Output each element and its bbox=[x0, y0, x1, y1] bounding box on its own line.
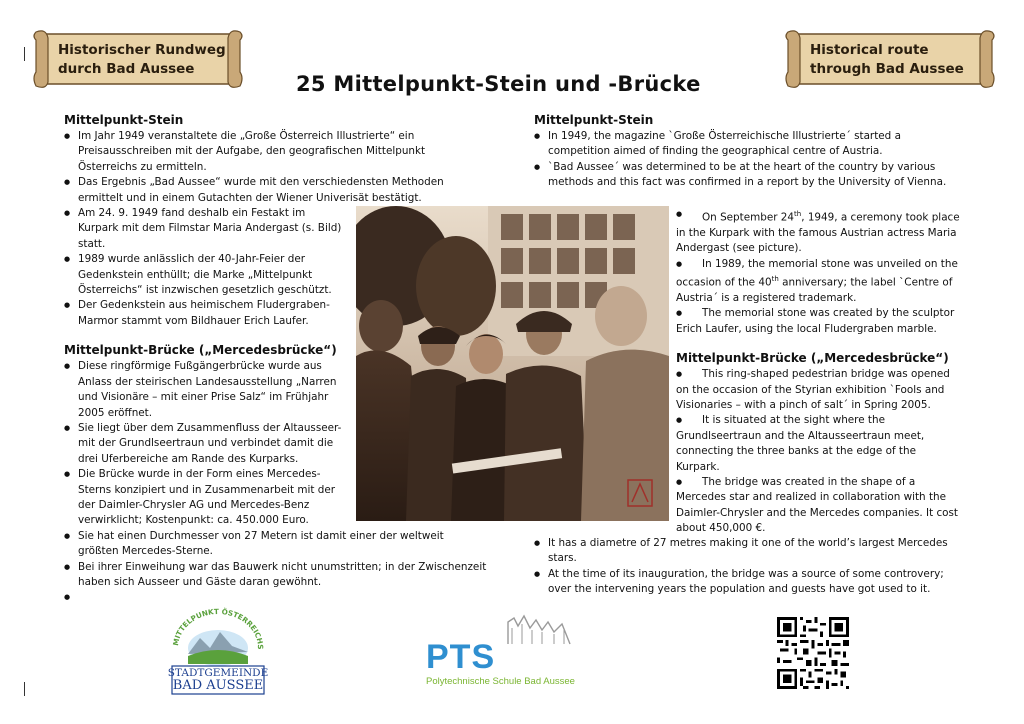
pts-wordmark: PTS bbox=[426, 638, 496, 676]
list-item: ● Sie liegt über dem Zusammenfluss der Altausseer- mit der Grundlseertraun und verbindet damit die drei Uferbereiche am Rande des Kurparks. bbox=[64, 421, 486, 467]
english-stein-heading: Mittelpunkt-Stein bbox=[534, 113, 654, 127]
stadtgemeinde-line2: BAD AUSSEE bbox=[172, 678, 264, 693]
german-bruecke-heading: Mittelpunkt-Brücke („Mercedesbrücke“) bbox=[64, 343, 337, 358]
scroll-text-line: Historical route bbox=[810, 42, 929, 58]
stadtgemeinde-logo bbox=[162, 604, 274, 696]
list-item: ● In 1949, the magazine `Große Österreichische Illustrierte´ started a competition aimed of finding the geographical centre of Austria. bbox=[534, 129, 946, 160]
english-bruecke-list bbox=[676, 367, 971, 536]
english-stein-list bbox=[534, 129, 946, 191]
scroll-banner-english bbox=[784, 28, 996, 90]
list-item: ● Die Brücke wurde in der Form eines Mercedes- Sterns konzipiert und in Zusammenarbeit mit der der Daimler-Chrysler AG und Mercedes-Benz verwirklicht; Kostenpunkt: ca. 450.000 Euro. bbox=[64, 467, 486, 529]
qr-code bbox=[777, 617, 849, 689]
list-item: ● Diese ringförmige Fußgängerbrücke wurde aus Anlass der steirischen Landesausstellung „Narren und Visionäre – mit einer Prise Salz“ im Frühjahr 2005 eröffnet. bbox=[64, 359, 486, 421]
english-column-top bbox=[534, 112, 946, 191]
photo-watermark-icon bbox=[626, 478, 654, 508]
stadtgemeinde-arc-text: MITTELPUNKT ÖSTERREICHS bbox=[170, 606, 266, 650]
english-bruecke-heading: Mittelpunkt-Brücke („Mercedesbrücke“) bbox=[676, 351, 949, 366]
list-item: ● At the time of its inauguration, the bridge was a source of some controvery; over the intervening years the population and guests have got used to it. bbox=[534, 567, 974, 598]
english-column-mid bbox=[676, 207, 971, 537]
list-item: ● In 1989, the memorial stone was unveiled on the occasion of the 40th anniversary; the label `Centre of Austria´ is a registered trademark. bbox=[676, 257, 971, 307]
list-item: ● Bei ihrer Einweihung war das Bauwerk nicht unumstritten; in der Zwischenzeit haben sich Ausseer und Gäste daran gewöhnt. bbox=[64, 560, 486, 591]
margin-mark bbox=[24, 47, 25, 61]
list-item: ● 1989 wurde anlässlich der 40-Jahr-Feier der Gedenkstein enthüllt; die Marke „Mittelpunkt Österreichs“ ist inzwischen gesetzlich geschützt. bbox=[64, 252, 486, 298]
scroll-text-line: durch Bad Aussee bbox=[58, 61, 195, 77]
list-item: ● `Bad Aussee´ was determined to be at the heart of the country by various methods and this fact was confirmed in a report by the University of Vienna. bbox=[534, 160, 946, 191]
german-stein-heading: Mittelpunkt-Stein bbox=[64, 113, 184, 127]
historic-photo bbox=[356, 206, 669, 521]
list-item: ● The bridge was created in the shape of a Mercedes star and realized in collaboration with the Daimler-Chrysler and the Mercedes companies. It cost about 450,000 €. bbox=[676, 475, 971, 537]
photo-illustration bbox=[356, 206, 669, 521]
list-item: ● Am 24. 9. 1949 fand deshalb ein Festakt im Kurpark mit dem Filmstar Maria Andergast (s. Bild) statt. bbox=[64, 206, 486, 252]
english-stein-list-continued bbox=[676, 207, 971, 337]
list-item: ● It has a diametre of 27 metres making it one of the world’s largest Mercedes stars. bbox=[534, 536, 974, 567]
list-item: ● It is situated at the sight where the Grundlseertraun and the Altausseertraun meet, connecting the three banks at the edge of the Kurpark. bbox=[676, 413, 971, 475]
scroll-text-line: through Bad Aussee bbox=[810, 61, 964, 77]
list-item: ● Sie hat einen Durchmesser von 27 Metern ist damit einer der weltweit größten Mercedes-Sterne. bbox=[64, 529, 486, 560]
list-item: ● Der Gedenkstein aus heimischem Fludergraben- Marmor stammt vom Bildhauer Erich Laufer. bbox=[64, 298, 486, 329]
english-column-bottom bbox=[534, 536, 974, 598]
margin-mark bbox=[24, 682, 25, 696]
list-item: ● Das Ergebnis „Bad Aussee“ wurde mit den verschiedensten Methoden ermittelt und in einem Gutachten der Wiener Univerisät bestätigt. bbox=[64, 175, 486, 206]
list-item: ● Im Jahr 1949 veranstaltete die „Große Österreich Illustrierte“ ein Preisausschreiben mit der Aufgabe, den geografischen Mittelpunkt Österreichs zu ermitteln. bbox=[64, 129, 486, 175]
english-bruecke-list-continued bbox=[534, 536, 974, 598]
pts-logo bbox=[424, 614, 600, 692]
page-title: 25 Mittelpunkt-Stein und -Brücke bbox=[296, 72, 701, 96]
scroll-banner-german bbox=[32, 28, 244, 90]
list-item: ● On September 24th, 1949, a ceremony took place in the Kurpark with the famous Austrian actress Maria Andergast (see picture). bbox=[676, 207, 971, 257]
scroll-text-line: Historischer Rundweg bbox=[58, 42, 226, 58]
list-item-empty bbox=[64, 590, 486, 605]
stadtgemeinde-line1: STADTGEMEINDE bbox=[167, 667, 269, 679]
list-item: ● This ring-shaped pedestrian bridge was opened on the occasion of the Styrian exhibition `Fools and Visionaries – with a pinch of salt´ in Spring 2005. bbox=[676, 367, 971, 413]
list-item: ● The memorial stone was created by the sculptor Erich Laufer, using the local Fludergraben marble. bbox=[676, 306, 971, 337]
pts-subtitle: Polytechnische Schule Bad Aussee bbox=[426, 676, 575, 687]
